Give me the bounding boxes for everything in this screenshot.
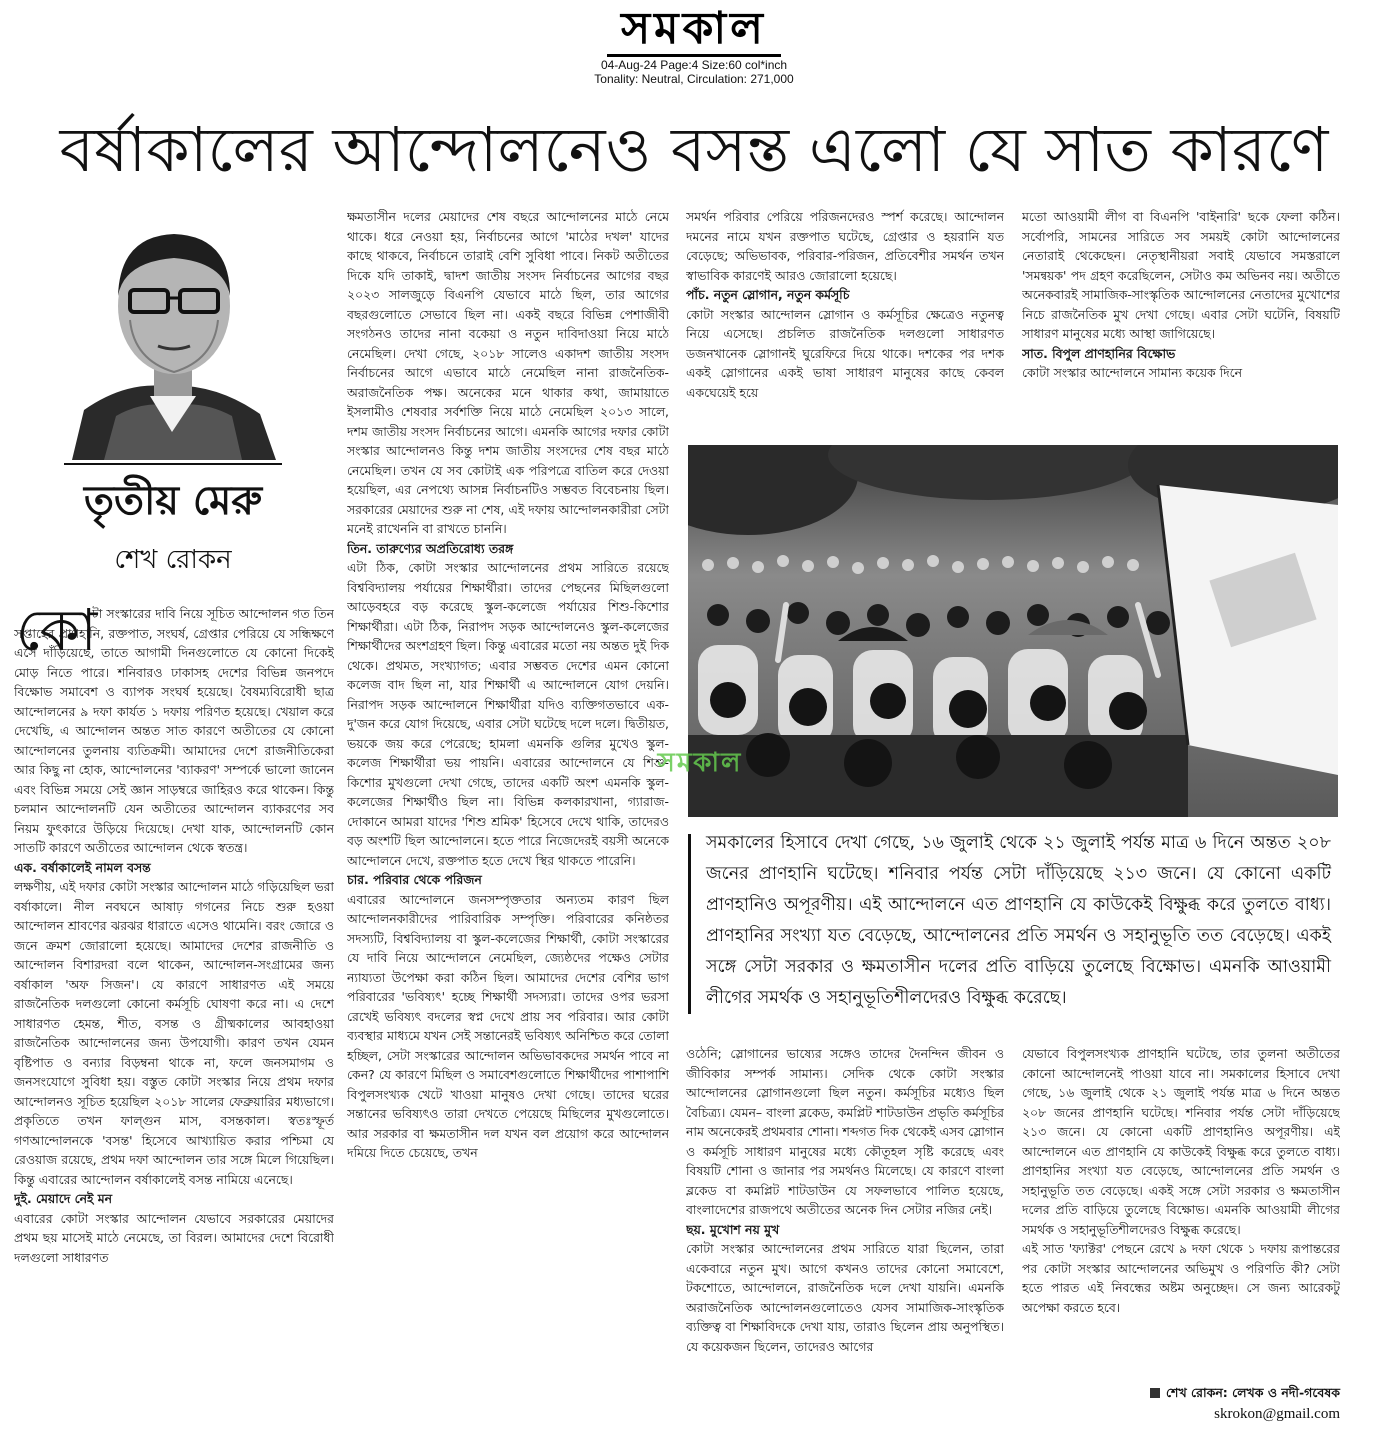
pull-quote — [688, 828, 1338, 1028]
paragraph: এবারের আন্দোলনে জনসম্পৃক্ততার অন্যতম কারণ ছিল আন্দোলনকারীদের পারিবারিক সম্পৃক্তি। পরিবারের কনিষ্ঠতর সদস্যটি, বিশ্ববিদ্যালয় বা স্কুল-কলেজের শিক্ষার্থী, কোটা সংস্কারের যে দাবি নিয়ে আন্দোলনে নেমেছিল, জ্যেষ্ঠদের পক্ষেও সেটার ন্যায্যতা উপেক্ষা করা কঠিন ছিল। আমাদের দেশের বেশির ভাগ পরিবারের 'ভবিষ্যৎ' হচ্ছে শিক্ষার্থী সদস্যরা। তাদের ওপর ভরসা রেখেই ভবিষ্যৎ বদলের স্বপ্ন দেখে প্রায় সব পরিবার। আর কোটা ব্যবস্থার মাধ্যমে যখন সেই সন্তানেরই ভবিষ্যৎ অনিশ্চিত করে তোলা হচ্ছিল, সেটা সংস্কারের আন্দোলন অভিভাবকদের সমর্থন পাবে না কেন? যে কারণে মিছিল ও সমাবেশগুলোতে শিক্ষার্থীদের পাশাপাশি বিপুলসংখ্যক খেটে খাওয়া মানুষও দেখা গেছে। তাদের ঘরের সন্তানের ভবিষ্যৎও তারা দেখতে পেয়েছে মিছিলের মুখগুলোতে। আর সরকার বা ক্ষমতাসীন দল যখন বল প্রয়োগ করে আন্দোলন দমিয়ে দিতে চেয়েছে, তখন — [347, 891, 669, 1160]
paragraph: কোটা সংস্কার আন্দোলনের প্রথম সারিতে যারা ছিলেন, তারা একেবারে নতুন মুখ। আগে কখনও তাদের কোনো সমাবেশে, টকশোতে, আন্দোলনে, রাজনৈতিক দলে দেখা যায়নি। এমনকি অরাজনৈতিক আন্দোলনগুলোতেও যেসব সামাজিক-সাংস্কৃতিক ব্যক্তিত্ব বা শিক্ষাবিদকে দেখা যায়, তারাও ছিলেন প্রায় অনুপস্থিত। যে কয়েকজন ছিলেন, তাদেরও আগের — [686, 1241, 1004, 1354]
paragraph: যেভাবে বিপুলসংখ্যক প্রাণহানি ঘটেছে, তার তুলনা অতীতের কোনো আন্দোলনেই পাওয়া যাবে না। সমকালের হিসাবে দেখা গেছে, ১৬ জুলাই থেকে ২১ জুলাই পর্যন্ত মাত্র ৬ দিনে অন্তত ২০৮ জনের প্রাণহানি ঘটেছে। শনিবার পর্যন্ত সেটা দাঁড়িয়েছে ২১৩ জনে। যে কোনো একটি প্রাণহানিও অপূরণীয়। এই আন্দোলনে এত প্রাণহানি যে কাউকেই বিক্ষুব্ধ করে তুলতে বাধ্য। প্রাণহানির সংখ্যা যত বেড়েছে, আন্দোলনের প্রতি সমর্থন ও সহানুভূতি তত বেড়েছে। একই সঙ্গে সেটা সরকার ও ক্ষমতাসীন দলের প্রতি বাড়িয়ে তুলেছে বিক্ষোভ। এমনকি আওয়ামী লীগের সমর্থক ও সহানুভূতিশীলদেরও বিক্ষুব্ধ করেছে। — [1022, 1046, 1340, 1237]
subhead-four: চার. পরিবার থেকে পরিজন — [347, 872, 482, 887]
paragraph: কোটা সংস্কার আন্দোলনে সামান্য কয়েক দিনে — [1022, 365, 1243, 380]
text-column-3-bottom — [686, 1044, 1004, 1426]
article-headline: বর্ষাকালের আন্দোলনেও বসন্ত এলো যে সাত কারণে — [59, 113, 1329, 186]
pull-quote-text: সমকালের হিসাবে দেখা গেছে, ১৬ জুলাই থেকে ২১ জুলাই পর্যন্ত মাত্র ৬ দিনে অন্তত ২০৮ জনের প্রাণহানি ঘটেছে। শনিবার পর্যন্ত সেটা দাঁড়িয়েছে ২১৩ জনে। যে কোনো একটি প্রাণহানিও অপূরণীয়। এই আন্দোলনে এত প্রাণহানি যে কাউকেই বিক্ষুব্ধ করে তুলতে বাধ্য। প্রাণহানির সংখ্যা যত বেড়েছে, আন্দোলনের প্রতি সমর্থন ও সহানুভূতি তত বেড়েছে। একই সঙ্গে সেটা সরকার ও ক্ষমতাসীন দলের প্রতি বাড়িয়ে তুলেছে বিক্ষোভ। এমনকি আওয়ামী লীগের সমর্থক ও সহানুভূতিশীলদেরও বিক্ষুব্ধ করেছে। — [706, 833, 1331, 1008]
author-email: skrokon@gmail.com — [1214, 1406, 1340, 1422]
author-byline: শেখ রোকন — [114, 545, 232, 575]
text-column-2 — [347, 207, 669, 1407]
paragraph: এবারের কোটা সংস্কার আন্দোলন যেভাবে সরকারের মেয়াদের প্রথম ছয় মাসেই মাঠে নেমেছে, তা বিরল। আমাদের দেশে বিরোধী দলগুলো সাধারণত — [14, 1210, 334, 1265]
pull-quote-bar — [688, 834, 691, 1014]
author-signoff — [1100, 1384, 1340, 1402]
drop-cap: কো — [16, 596, 97, 664]
author-signoff-text: শেখ রোকন: লেখক ও নদী-গবেষক — [1165, 1385, 1340, 1400]
paragraph: এই সাত 'ফ্যাক্টর' পেছনে রেখে ৯ দফা থেকে ১ দফায় রূপান্তরের পর কোটা সংস্কার আন্দোলনের অভিমুখ ও পরিণতি কী? সেটা হতে পারত এই নিবন্ধের অষ্টম অনুচ্ছেদ। সে জন্য আরেকটু অপেক্ষা করতে হবে। — [1022, 1241, 1340, 1315]
paragraph: মতো আওয়ামী লীগ বা বিএনপি 'বাইনারি' ছকে ফেলা কঠিন। সর্বোপরি, সামনের সারিতে সব সময়ই কোটা আন্দোলনের নেতারাই থেকেছেন। নেতৃস্থানীয়রা সবাই যেভাবে সমস্তরালে 'সমন্বয়ক' পদ গ্রহণ করেছিলেন, সেটাও কম অভিনব নয়। অতীতে অনেকবারই সামাজিক-সাংস্কৃতিক আন্দোলনের নেতাদের মুখোশের নিচে রাজনৈতিক মুখ দেখা গেছে। এবার সেটা ঘটেনি, বিষয়টি সাধারণ মানুষের মধ্যে আস্থা জাগিয়েছে। — [1022, 209, 1340, 341]
text-column-4-top — [1022, 207, 1340, 437]
subhead-seven: সাত. বিপুল প্রাণহানির বিক্ষোভ — [1022, 345, 1176, 361]
paragraph: লক্ষণীয়, এই দফার কোটা সংস্কার আন্দোলন মাঠে গড়িয়েছিল ভরা বর্ষাকালে। নীল নবঘনে আষাঢ় গগনের নিচে শুরু হওয়া আন্দোলন শ্রাবণের ঝরঝর ধারাতে এসেও থামেনি। বরং জোরে ও জনে ক্রমশ জোরালো হয়েছে। আমাদের দেশের রাজনীতি ও আন্দোলন বিশারদরা বলে থাকেন, আন্দোলন-সংগ্রামের জন্য বর্ষাকাল 'অফ সিজন'। যে কারণে সাধারণত এই সময়ে রাজনৈতিক দলগুলো কোনো কর্মসূচি ঘোষণা করে না। এ দেশে সাধারণত হেমন্ত, শীত, বসন্ত ও গ্রীষ্মকালের আবহাওয়া রাজনৈতিক আন্দোলনের জন্য উপযোগী। কারণ তখন যেমন বৃষ্টিপাত ও বন্যার বিড়ম্বনা থাকে না, ফলে জনসমাগম ও জনসংযোগে সুবিধা হয়। বস্তুত কোটা সংস্কার নিয়ে প্রথম দফার আন্দোলনও সূচিত হয়েছিল ২০১৮ সালের ফেব্রুয়ারির মধ্যভাগে। প্রকৃতিতে তখন ফাল্গুন মাস, বসন্তকাল। স্বতঃস্ফূর্ত গণআন্দোলনকে 'বসন্ত' হিসেবে আখ্যায়িত করার পশ্চিমা যে রেওয়াজ রয়েছে, প্রথম দফা আন্দোলন তার সঙ্গে মিলে গিয়েছিল। কিন্তু এবারের আন্দোলন বর্ষাকালেই বসন্ত নামিয়ে এনেছে। — [14, 879, 334, 1187]
paragraph: এটা ঠিক, কোটা সংস্কার আন্দোলনের প্রথম সারিতে রয়েছে বিশ্ববিদ্যালয় পর্যায়ের শিক্ষার্থীরা। তাদের পেছনের মিছিলগুলো আড়েবহরে বড় করেছে স্কুল-কলেজে পর্যায়ের শিশু-কিশোর শিক্ষার্থীরা। এটা ঠিক, নিরাপদ সড়ক আন্দোলনেও স্কুল-কলেজের শিক্ষার্থীদের অংশগ্রহণ ছিল। কিন্তু এবারের মতো নয় অন্তত দুই দিক থেকে। প্রথমত, সংখ্যাগত; এবার সম্ভবত দেশের এমন কোনো কলেজ বাদ ছিল না, যার শিক্ষার্থী এ আন্দোলনে যোগ দেয়নি। নিরাপদ সড়ক আন্দোলনে শিক্ষার্থীরা যদিও ব্যক্তিগতভাবে এক-দু'জন করে যোগ দিয়েছে, এবার সেটা ঘটেছে দলে দলে। দ্বিতীয়ত, ভয়কে জয় করে পেরেছে; হামলা এমনকি গুলির মুখেও স্কুল-কলেজ শিক্ষার্থীরা ভয় পায়নি। এবারের আন্দোলনে যে শিশু-কিশোর মুখগুলো দেখা গেছে, তাদের একটি অংশ এমনকি স্কুল-কলেজের শিক্ষার্থীও ছিল না। বিভিন্ন কলকারখানা, গ্যারাজ-দোকানে আমরা যাদের 'শিশু শ্রমিক' হিসেবে দেখে থাকি, তাদেরও বড় অংশটি ছিল আন্দোলনে। হতে পারে নিজেদেরই বয়সী অনেকে আন্দোলনে দেখে, রক্তপাত হতে দেখে স্থির থাকতে পারেনি। — [347, 560, 669, 868]
lead-paragraph: টা সংস্কারের দাবি নিয়ে সূচিত আন্দোলন গত তিন সপ্তাহের প্রাণহানি, রক্তপাত, সংঘর্ষ, গ্রেপ্তার পেরিয়ে যে সন্ধিক্ষণে এসে দাঁড়িয়েছে, তাতে আগামী দিনগুলোতে যে কোনো দিকেই মোড় নিতে পারে। শনিবারও ঢাকাসহ দেশের বিভিন্ন জনপদে বিক্ষোভ সমাবেশ ও ব্যাপক সংঘর্ষ হয়েছে। বৈষম্যবিরোধী ছাত্র আন্দোলনের ৯ দফা কার্যত ১ দফায় পরিণত হয়েছে। খেয়াল করে দেখেছি, এ আন্দোলন অন্তত সাত কারণে অতীতের যে কোনো আন্দোলনের তুলনায় ব্যতিক্রমী। আমাদের দেশে রাজনীতিকেরা আর কিছু না হোক, আন্দোলনের 'ব্যাকরণ' সম্পর্কে ভালো জানেন এবং বিভিন্ন সময়ে সেই জ্ঞান সাড়ম্বরে জাহিরও করে থাকেন। কিন্তু চলমান আন্দোলনটি যেন অতীতের আন্দোলন ব্যাকরণের সব নিয়ম ফুৎকারে উড়িয়ে দিয়েছে। দেখা যাক, আন্দোলনটি কোন সাতটি কারণে অতীতের আন্দোলন থেকে স্বতন্ত্র। — [14, 606, 334, 855]
clipping-meta-line-2: Tonality: Neutral, Circulation: 271,000 — [594, 72, 794, 86]
square-bullet-icon — [1150, 1388, 1160, 1398]
column-name: তৃতীয় মেরু — [83, 477, 263, 524]
author-portrait-sketch — [64, 210, 282, 460]
subhead-three: তিন. তারুণ্যের অপ্রতিরোধ্য তরঙ্গ — [347, 540, 514, 556]
newspaper-logo: সমকাল — [607, 4, 781, 57]
text-column-4-bottom — [1022, 1044, 1340, 1374]
text-column-1 — [14, 604, 334, 1404]
paragraph: ক্ষমতাসীন দলের মেয়াদের শেষ বছরে আন্দোলনের মাঠে নেমে থাকে। ধরে নেওয়া হয়, নির্বাচনের আগে 'মাঠের দখল' যাদের কাছে থাকবে, নির্বাচনে তারাই বেশি সুবিধা পাবে। নিকট অতীতের দিকে যদি তাকাই, দ্বাদশ জাতীয় সংসদ নির্বাচনের আগের বছর ২০২৩ সালজুড়ে বিএনপি যেভাবে মাঠে ছিল, তার আগের বছরগুলোতে সেভাবে ছিল না। একই বছরে বিভিন্ন পেশাজীবী সংগঠনও তাদের নানা বকেয়া ও নতুন দাবিদাওয়া নিয়ে মাঠে নেমেছিল। দেখা গেছে, ২০১৮ সালেও একাদশ জাতীয় সংসদ নির্বাচনের আগে এভাবে মাঠে নেমেছিল নানা রাজনৈতিক-অরাজনৈতিক পক্ষ। অনেকের মনে থাকার কথা, জামায়াতে ইসলামীও শেষবার সর্বশক্তি নিয়ে মাঠে নেমেছিল ২০১৩ সালে, দশম জাতীয় সংসদ নির্বাচনের আগে। এমনকি আগের দফার কোটা সংস্কার আন্দোলনও কিন্তু দশম জাতীয় সংসদের শেষ বছর মাঠে নেমেছিল। তখন যে সব কোটাই এক পরিপত্রে বাতিল করে দেওয়া হয়েছিল, এর নেপথ্যে আসন্ন নির্বাচনটিও সম্ভবত বিবেচনায় ছিল। সরকারের মেয়াদের শুরু না শেষ, এই দফায় আন্দোলনকারীরা সেটা মনেই রাখেননি বা রাখতে চাননি। — [347, 209, 669, 536]
subhead-five: পাঁচ. নতুন স্লোগান, নতুন কর্মসূচি — [686, 287, 850, 302]
paragraph: কোটা সংস্কার আন্দোলন স্লোগান ও কর্মসূচির ক্ষেত্রেও নতুনত্ব নিয়ে এসেছে। প্রচলিত রাজনৈতিক দলগুলো সাধারণত ডজনখানেক স্লোগানই ঘুরেফিরে দিয়ে থাকে। দশকের পর দশক একই স্লোগানের একই ভাষা সাধারণ মানুষের কাছে কেবল একঘেয়েই হয়ে — [686, 306, 1004, 400]
subhead-two: দুই. মেয়াদে নেই মন — [14, 1191, 113, 1206]
text-column-3-top — [686, 207, 1004, 437]
author-portrait — [64, 210, 282, 460]
masthead — [0, 4, 1388, 60]
clipping-meta-line-1: 04-Aug-24 Page:4 Size:60 col*inch — [600, 58, 788, 72]
paragraph: ওঠেনি; স্লোগানের ভাষ্যের সঙ্গেও তাদের দৈনন্দিন জীবন ও জীবিকার সম্পর্ক সামান্য। সেদিক থেকে কোটা সংস্কার আন্দোলনের স্লোগানগুলো ছিল নতুন। কর্মসূচির মধ্যেও ছিল বৈচিত্র্য। যেমন– বাংলা ব্লকেড, কমপ্লিট শাটডাউন প্রভৃতি কর্মসূচির নাম অনেকেরই প্রথমবার শোনা। শব্দগত দিক থেকেই এসব স্লোগান ও কর্মসূচি সাধারণ মানুষের মধ্যে কৌতূহল সৃষ্টি করেছে এবং বিষয়টি শোনা ও জানার পর সমর্থনও মিলেছে। যে কারণে বাংলা ব্লকেড বা কমপ্লিট শাটডাউন যে সফলভাবে পালিত হয়েছে, বাংলাদেশের রাজপথে অতীতের অনেক দিন সেটার নজির নেই। — [686, 1046, 1004, 1217]
column-rule — [64, 463, 282, 465]
clipping-meta — [0, 58, 1388, 86]
subhead-six: ছয়. মুখোশ নয় মুখ — [686, 1221, 780, 1237]
newspaper-watermark: সমকাল — [657, 748, 743, 778]
subhead-one: এক. বর্ষাকালেই নামল বসন্ত — [14, 859, 151, 875]
paragraph: সমর্থন পরিবার পেরিয়ে পরিজনদেরও স্পর্শ করেছে। আন্দোলন দমনের নামে যখন রক্তপাত ঘটেছে, গ্রেপ্তার ও হয়রানি যত বেড়েছে; অভিভাবক, পরিবার-পরিজন, প্রতিবেশীর সমর্থন তখন স্বাভাবিক কারণেই আরও জোরালো হয়েছে। — [686, 209, 1004, 283]
